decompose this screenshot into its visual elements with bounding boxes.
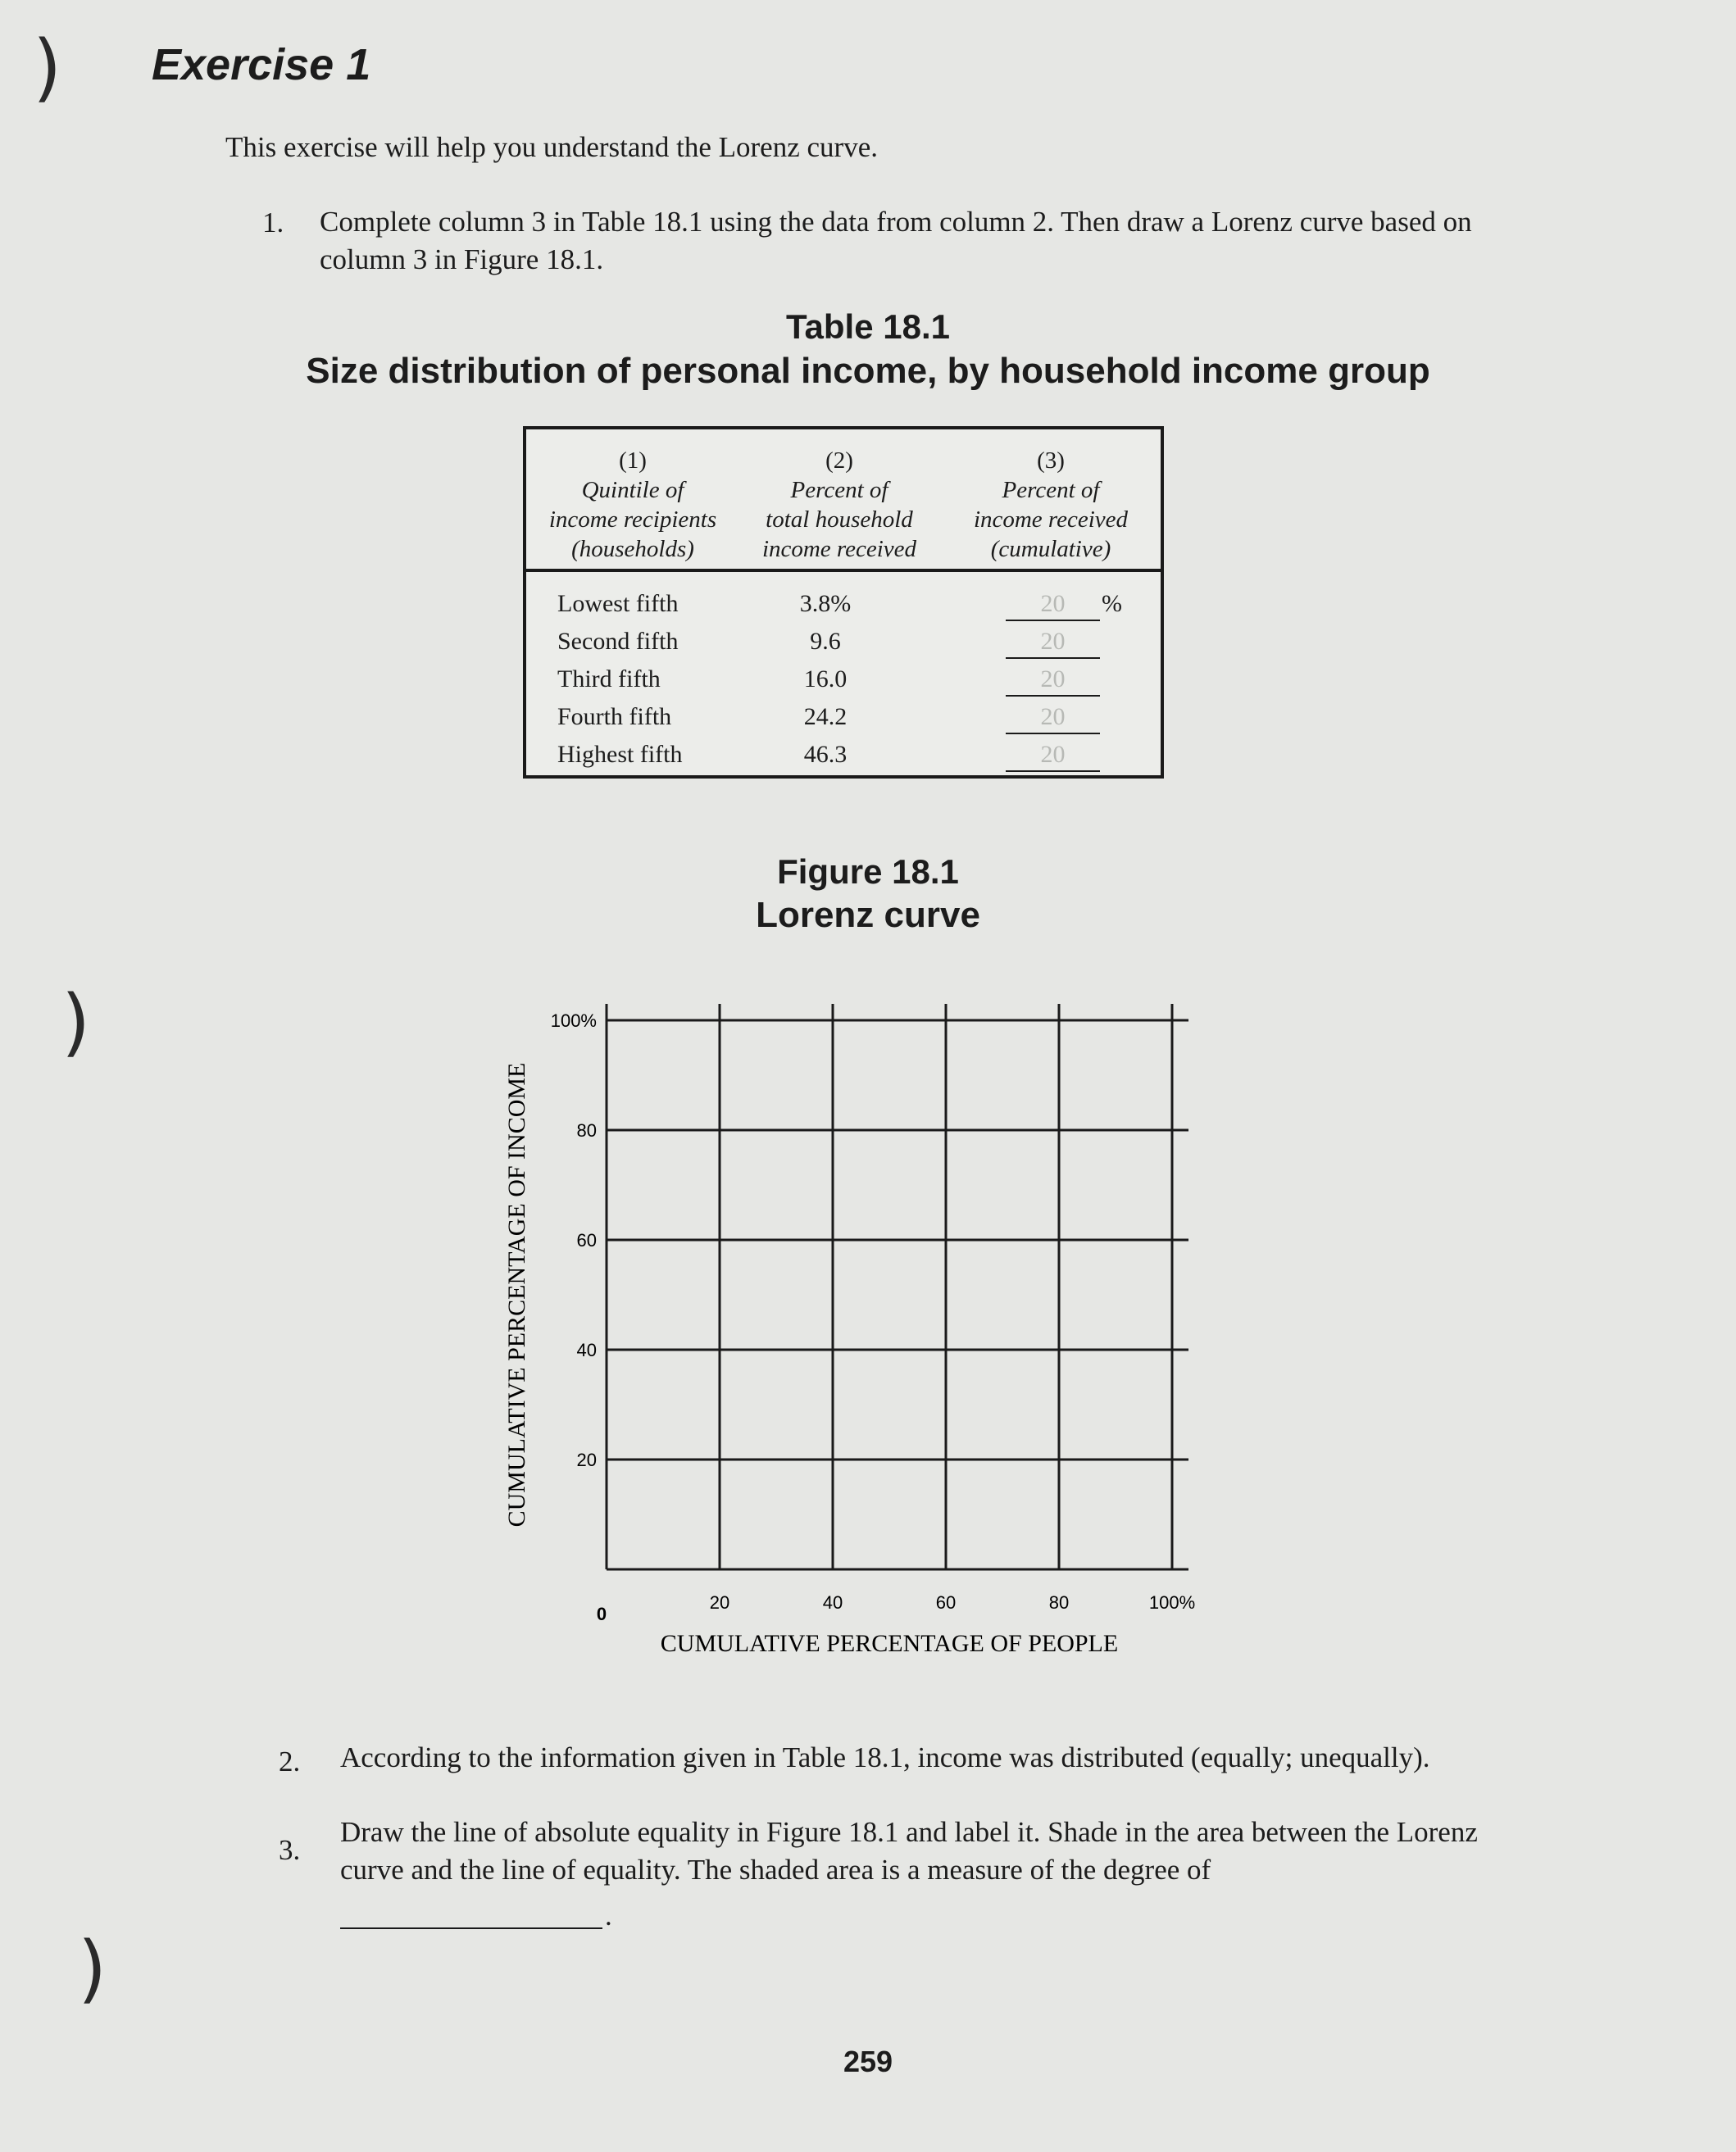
table-header-row xyxy=(526,429,1161,572)
table-row xyxy=(526,628,1161,665)
percent-cell: 9.6 xyxy=(810,628,841,655)
percent-sign: % xyxy=(1102,590,1122,617)
x-axis-label: CUMULATIVE PERCENTAGE OF PEOPLE xyxy=(660,1630,1119,1657)
lorenz-curve-chart[interactable] xyxy=(492,996,1229,1668)
x-tick-label: 60 xyxy=(935,1592,957,1613)
intro-text: This exercise will help you understand the Lorenz curve. xyxy=(225,131,878,163)
question-3-number: 3. xyxy=(279,1834,301,1866)
question-1-text: Complete column 3 in Table 18.1 using the data from column 2. Then draw a Lorenz curve based on column 3 in Figure 18.1. xyxy=(320,206,1472,275)
x-tick-label: 100% xyxy=(1148,1592,1196,1613)
column-3-header xyxy=(944,446,1157,564)
column-1-header xyxy=(526,446,739,564)
column-3-label-line: income received xyxy=(973,506,1129,533)
binder-mark: ) xyxy=(33,25,62,111)
page-number: 259 xyxy=(843,2045,893,2078)
quintile-cell: Fourth fifth xyxy=(557,703,672,730)
column-1-label-line: (households) xyxy=(571,536,694,562)
y-tick-label: 20 xyxy=(576,1450,597,1470)
cumulative-blank[interactable]: 20 xyxy=(1006,628,1100,659)
cumulative-blank[interactable]: 20 xyxy=(1006,741,1100,772)
y-tick-label: 100% xyxy=(550,1010,597,1031)
table-row xyxy=(526,665,1161,703)
x-tick-label: 40 xyxy=(822,1592,843,1613)
table-row xyxy=(526,741,1161,779)
percent-cell: 3.8% xyxy=(799,590,852,617)
y-tick-label: 40 xyxy=(576,1340,597,1360)
table-row xyxy=(526,703,1161,741)
table-title: Size distribution of personal income, by household income group xyxy=(306,351,1430,391)
column-3-number: (3) xyxy=(1037,447,1065,474)
cumulative-blank[interactable]: 20 xyxy=(1006,665,1100,697)
quintile-cell: Highest fifth xyxy=(557,741,683,768)
column-3-label-line: Percent of xyxy=(1002,477,1100,503)
percent-cell: 24.2 xyxy=(803,703,848,730)
x-tick-label: 20 xyxy=(709,1592,730,1613)
answer-period: . xyxy=(605,1900,612,1932)
binder-mark: ) xyxy=(78,1926,107,2012)
quintile-cell: Third fifth xyxy=(557,665,661,692)
figure-title: Lorenz curve xyxy=(756,895,980,935)
y-tick-label: 60 xyxy=(576,1230,597,1251)
origin-label: 0 xyxy=(596,1604,607,1624)
column-1-number: (1) xyxy=(619,447,647,474)
cumulative-blank[interactable]: 20 xyxy=(1006,703,1100,734)
column-1-label-line: Quintile of xyxy=(581,477,684,503)
cumulative-blank[interactable]: 20 xyxy=(1006,590,1100,621)
column-2-label-line: Percent of xyxy=(790,477,888,503)
column-2-label-line: total household xyxy=(766,506,913,533)
binder-mark: ) xyxy=(61,979,91,1065)
y-axis-label: CUMULATIVE PERCENTAGE OF INCOME xyxy=(503,1062,530,1528)
table-row xyxy=(526,590,1161,628)
percent-cell: 46.3 xyxy=(803,741,848,768)
exercise-heading: Exercise 1 xyxy=(152,40,371,89)
table-caption: Table 18.1 xyxy=(786,307,950,346)
percent-cell: 16.0 xyxy=(803,665,848,692)
answer-blank[interactable] xyxy=(340,1927,602,1929)
column-2-header xyxy=(741,446,938,564)
y-tick-label: 80 xyxy=(576,1120,597,1141)
quintile-cell: Lowest fifth xyxy=(557,590,679,617)
question-1-number: 1. xyxy=(262,207,284,238)
column-2-number: (2) xyxy=(825,447,853,474)
question-2-text: According to the information given in Table 18.1, income was distributed (equally; unequally). xyxy=(340,1741,1430,1773)
column-2-label-line: income received xyxy=(761,536,917,562)
quintile-cell: Second fifth xyxy=(557,628,679,655)
column-1-label-line: income recipients xyxy=(548,506,717,533)
question-2-number: 2. xyxy=(279,1746,301,1777)
question-3-text: Draw the line of absolute equality in Figure 18.1 and label it. Shade in the area between the Lorenz curve and the line of equality. The shaded area is a measure of the degree of xyxy=(340,1816,1478,1886)
income-distribution-table xyxy=(523,426,1164,779)
column-3-label-line: (cumulative) xyxy=(990,536,1111,562)
x-tick-label: 80 xyxy=(1048,1592,1070,1613)
figure-caption: Figure 18.1 xyxy=(777,852,959,891)
